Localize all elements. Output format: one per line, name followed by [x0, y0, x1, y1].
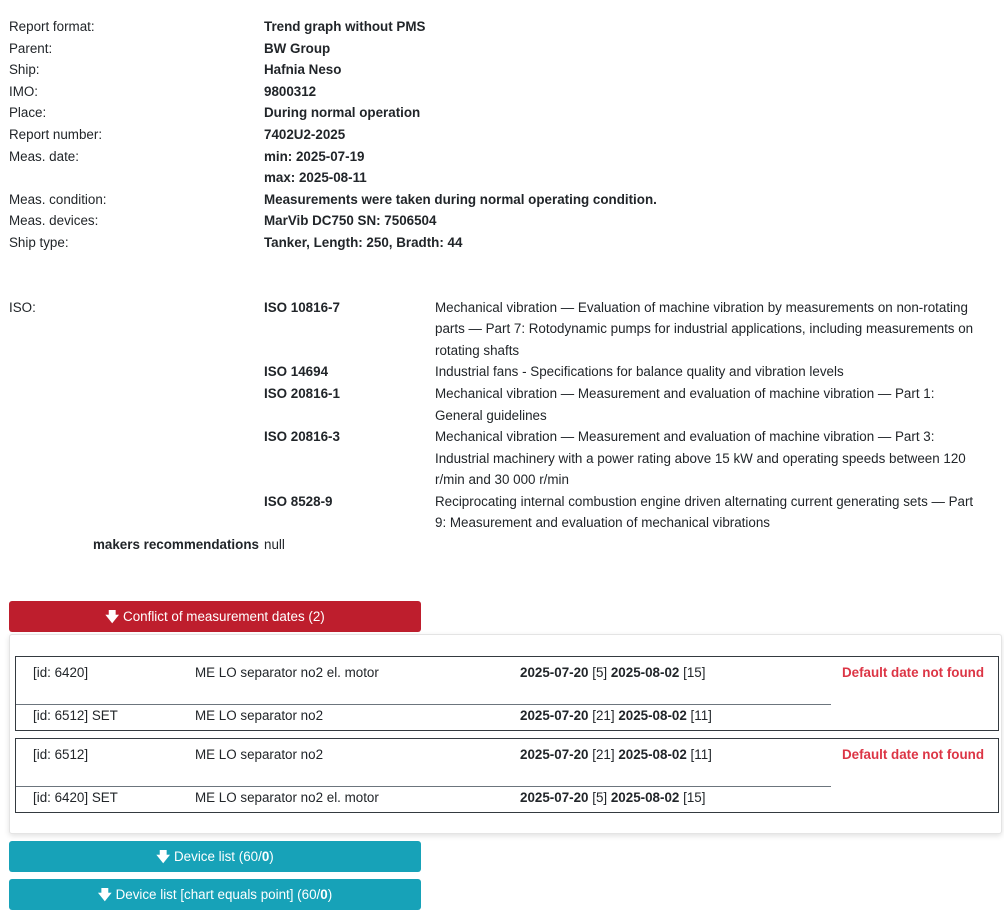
info-row-ship [9, 59, 999, 81]
device-list-suffix: ) [269, 849, 274, 864]
label-empty [9, 167, 264, 189]
date: 2025-07-20 [520, 665, 589, 680]
info-row-parent [9, 38, 999, 60]
info-row-meas-date [9, 146, 999, 168]
date: 2025-07-20 [520, 708, 589, 723]
info-row-meas-devices [9, 210, 999, 232]
iso-item [264, 491, 999, 534]
label: Report format: [9, 19, 95, 34]
value-min: min: 2025-07-19 [264, 148, 365, 164]
device-name: ME LO separator no2 [195, 708, 324, 723]
report-info [9, 16, 999, 556]
count: [5] [592, 790, 608, 805]
date: 2025-07-20 [520, 790, 589, 805]
value: 7402U2-2025 [264, 126, 346, 142]
device-dates [520, 744, 712, 766]
device-list-chart-label: Device list [chart equals point] (60/ [115, 887, 321, 902]
iso-desc: Reciprocating internal combustion engine driven alternating current generating sets — Part 9: Measurement and evaluation of mechanical vibrations [435, 493, 974, 531]
label: Meas. date: [9, 148, 79, 164]
label: Ship: [9, 62, 40, 78]
label: IMO: [9, 83, 39, 99]
value: Hafnia Neso [264, 62, 342, 78]
device-list-count: 0 [261, 849, 270, 864]
conflict-toggle-button[interactable] [9, 601, 421, 632]
conflict-button-label: Conflict of measurement dates (2) [123, 609, 325, 624]
device-list-chart-button[interactable] [9, 879, 421, 910]
device-id: [id: 6420] [33, 665, 89, 680]
iso-code: ISO 14694 [264, 364, 329, 380]
value: Trend graph without PMS [264, 19, 426, 34]
label: Place: [9, 105, 47, 121]
device-list-chart-suffix: ) [327, 887, 333, 902]
info-row-ship-type [9, 232, 999, 254]
iso-item [264, 297, 999, 362]
device-list-button[interactable] [9, 841, 421, 872]
date: 2025-08-02 [618, 708, 687, 723]
count: [21] [592, 747, 615, 762]
conflict-status: Default date not found [841, 665, 985, 680]
info-row-report-number [9, 124, 999, 146]
iso-desc: Industrial fans - Specifications for balance quality and vibration levels [435, 364, 844, 380]
conflict-status: Default date not found [841, 747, 985, 762]
conflict-panel [9, 634, 1002, 834]
iso-desc: null [264, 537, 285, 553]
device-dates [520, 787, 705, 809]
date: 2025-08-02 [618, 747, 687, 762]
iso-item [93, 534, 999, 556]
iso-item [264, 361, 999, 383]
device-name: ME LO separator no2 el. motor [195, 665, 379, 680]
device-id: [id: 6420] SET [33, 790, 118, 805]
device-list-chart-count: 0 [320, 887, 328, 902]
count: [21] [592, 708, 615, 723]
value-max: max: 2025-08-11 [264, 170, 367, 186]
device-id: [id: 6512] SET [33, 708, 118, 723]
iso-desc: Mechanical vibration — Evaluation of machine vibration by measurements on non-rotating parts — Part 7: Rotodynamic pumps for industrial applications, including measurements on rotating shafts [435, 299, 974, 358]
row-divider [16, 786, 831, 787]
iso-list [93, 297, 999, 556]
info-row-meas-condition [9, 189, 999, 211]
count: [15] [683, 790, 706, 805]
label: Ship type: [9, 234, 69, 250]
info-row-meas-date-max [9, 167, 999, 189]
iso-label: ISO: [9, 299, 36, 315]
iso-code: ISO 10816-7 [264, 299, 340, 315]
info-row-report-format [9, 16, 999, 38]
device-id: [id: 6512] [33, 747, 89, 762]
value: 9800312 [264, 83, 317, 99]
conflict-group [15, 656, 999, 731]
device-list-label: Device list (60/ [174, 849, 262, 864]
iso-desc: Mechanical vibration — Measurement and evaluation of machine vibration — Part 1: General guidelines [435, 385, 935, 423]
label: Meas. devices: [9, 213, 99, 229]
date: 2025-08-02 [610, 665, 680, 680]
conflict-group [15, 738, 999, 813]
date: 2025-07-20 [520, 747, 589, 762]
info-row-imo [9, 81, 999, 103]
value: BW Group [264, 40, 331, 56]
iso-code: makers recommendations [93, 537, 259, 553]
count: [15] [683, 665, 706, 680]
device-name: ME LO separator no2 el. motor [195, 790, 379, 805]
label: Meas. condition: [9, 191, 107, 207]
iso-section [9, 297, 999, 556]
device-dates [520, 705, 712, 727]
value: Measurements were taken during normal operating condition. [264, 191, 657, 207]
iso-desc: Mechanical vibration — Measurement and evaluation of machine vibration — Part 3: Industrial machinery with a power rating above 15 kW and operating speeds between 120 r/min and 30 000 r/min [435, 429, 966, 488]
count: [11] [690, 747, 712, 762]
device-dates [520, 662, 705, 684]
info-row-place [9, 102, 999, 124]
date: 2025-08-02 [610, 790, 680, 805]
iso-item [264, 383, 999, 426]
arrow-down-icon: 🡇 [156, 849, 171, 864]
iso-code: ISO 20816-1 [264, 385, 340, 401]
iso-code: ISO 8528-9 [264, 493, 333, 509]
count: [11] [690, 708, 712, 723]
arrow-down-icon: 🡇 [105, 609, 120, 624]
value: During normal operation [264, 105, 421, 121]
label: Parent: [9, 40, 53, 56]
device-name: ME LO separator no2 [195, 747, 324, 762]
arrow-down-icon: 🡇 [97, 887, 112, 902]
iso-code: ISO 20816-3 [264, 429, 340, 445]
count: [5] [592, 665, 608, 680]
value: MarVib DC750 SN: 7506504 [264, 213, 437, 229]
label: Report number: [9, 126, 103, 142]
iso-item [264, 426, 999, 491]
value: Tanker, Length: 250, Bradth: 44 [264, 234, 463, 250]
